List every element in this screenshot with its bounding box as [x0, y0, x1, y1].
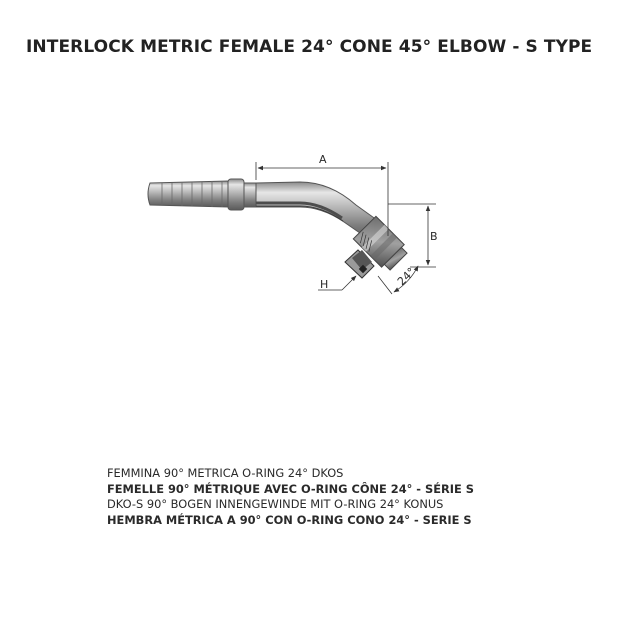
hose-tail: [148, 179, 256, 210]
description-block: [107, 466, 474, 528]
angle-label: 24°: [394, 265, 418, 289]
dimension-a-label: A: [319, 153, 327, 166]
description-italian: FEMMINA 90° METRICA O-RING 24° DKOS: [107, 466, 344, 480]
dimension-b-label: B: [430, 230, 438, 243]
description-spanish: HEMBRA MÉTRICA A 90° CON O-RING CONO 24° - SERIE S: [107, 512, 472, 527]
page-title: INTERLOCK METRIC FEMALE 24° CONE 45° ELBOW - S TYPE: [26, 37, 593, 57]
dimension-h-label: H: [320, 278, 329, 291]
description-french: FEMELLE 90° MÉTRIQUE AVEC O-RING CÔNE 24° - SÉRIE S: [107, 481, 474, 496]
description-german: DKO-S 90° BOGEN INNENGEWINDE MIT O-RING 24° KONUS: [107, 497, 444, 512]
